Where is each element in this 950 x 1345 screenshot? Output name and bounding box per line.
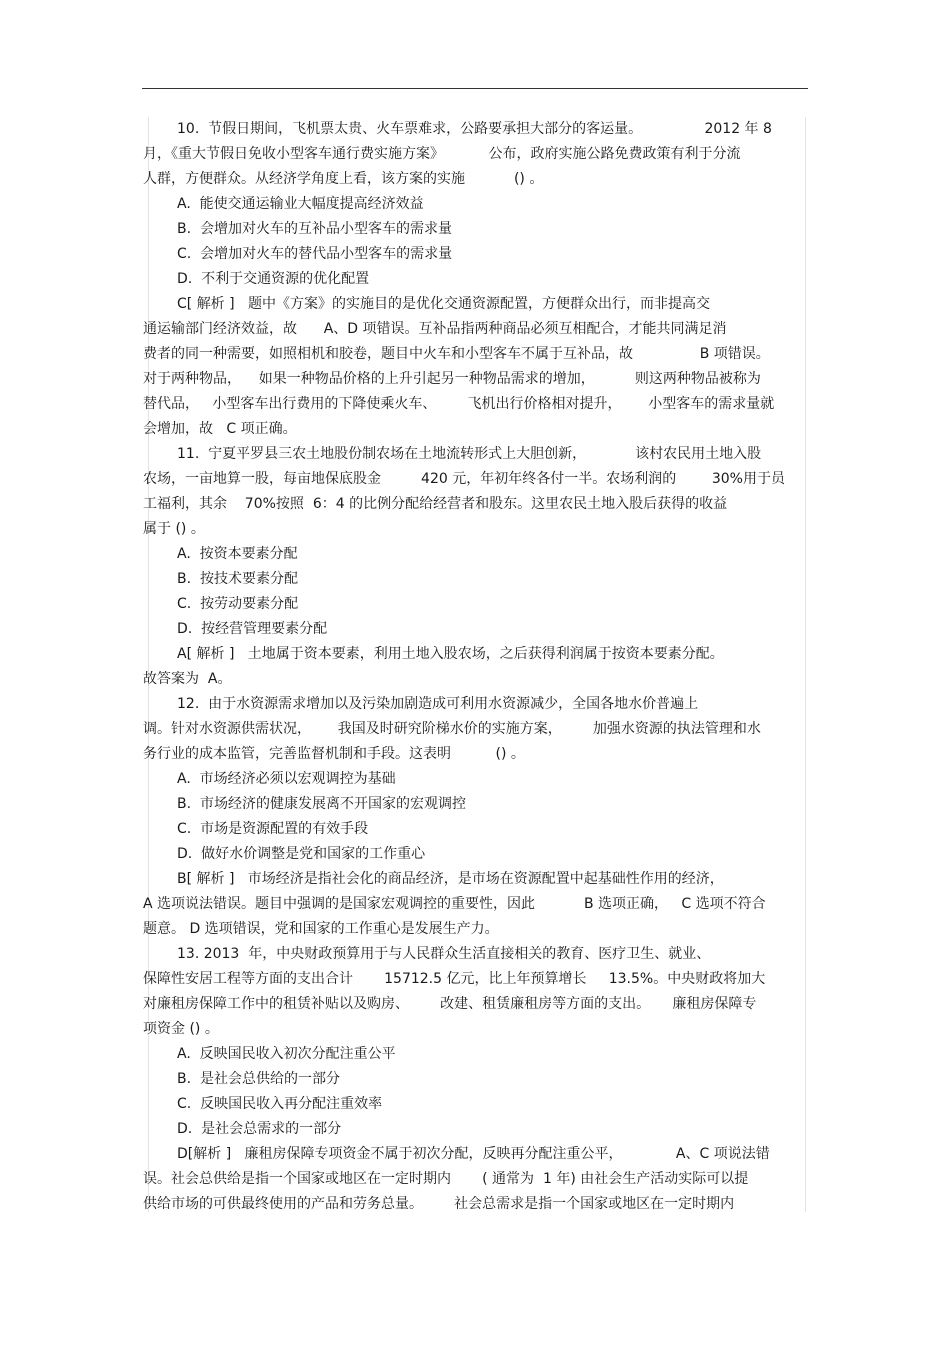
text-line: 题意。 D 选项错误，党和国家的工作重心是发展生产力。: [143, 921, 499, 937]
text-line: A[ 解析 ] 土地属于资本要素，利用土地入股农场，之后获得利润属于按资本要素分配。: [177, 646, 724, 662]
text-line: A 选项说法错误。题目中强调的是国家宏观调控的重要性，因此 B 选项正确， C 选项不符合: [143, 896, 766, 912]
text-line: B. 市场经济的健康发展离不开国家的宏观调控: [177, 796, 466, 812]
document-body: [143, 117, 805, 1217]
text-line: 12. 由于水资源需求增加以及污染加剧造成可利用水资源减少，全国各地水价普遍上: [177, 696, 699, 712]
text-line: C. 市场是资源配置的有效手段: [177, 821, 369, 837]
text-line: B. 是社会总供给的一部分: [177, 1071, 340, 1087]
text-line: D. 按经营管理要素分配: [177, 621, 328, 637]
text-line: D. 不利于交通资源的优化配置: [177, 271, 370, 287]
text-line: C. 反映国民收入再分配注重效率: [177, 1096, 383, 1112]
text-line: D. 是社会总需求的一部分: [177, 1121, 342, 1137]
text-line: B[ 解析 ] 市场经济是指社会化的商品经济，是市场在资源配置中起基础性作用的经济，: [177, 871, 724, 887]
text-line: 故答案为 A。: [143, 671, 232, 687]
text-line: A. 市场经济必须以宏观调控为基础: [177, 771, 396, 787]
text-line: 对廉租房保障工作中的租赁补贴以及购房、 改建、租赁廉租房等方面的支出。 廉租房保障专: [143, 996, 757, 1012]
text-line: A. 能使交通运输业大幅度提高经济效益: [177, 196, 424, 212]
text-line: C[ 解析 ] 题中《方案》的实施目的是优化交通资源配置，方便群众出行，而非提高交: [177, 296, 710, 312]
text-line: 保障性安居工程等方面的支出合计 15712.5 亿元，比上年预算增长 13.5%。中央财政将加大: [143, 971, 766, 987]
text-line: D[解析 ] 廉租房保障专项资金不属于初次分配，反映再分配注重公平， A、C 项说法错: [177, 1146, 770, 1162]
text-line: 务行业的成本监管，完善监督机制和手段。这表明 () 。: [143, 746, 525, 762]
text-line: 项资金 () 。: [143, 1021, 219, 1037]
text-line: 替代品， 小型客车出行费用的下降使乘火车、 飞机出行价格相对提升， 小型客车的需求量就: [143, 396, 775, 412]
text-line: A. 反映国民收入初次分配注重公平: [177, 1046, 396, 1062]
text-line: 误。社会总供给是指一个国家或地区在一定时期内 ( 通常为 1 年) 由社会生产活动实际可以提: [143, 1171, 749, 1187]
text-line: 13. 2013 年，中央财政预算用于与人民群众生活直接相关的教育、医疗卫生、就业、: [177, 946, 711, 962]
text-line: 10. 节假日期间，飞机票太贵、火车票难求，公路要承担大部分的客运量。 2012 年 8: [177, 121, 772, 137]
text-line: 工福利，其余 70%按照 6：4 的比例分配给经营者和股东。这里农民土地入股后获得的收益: [143, 496, 728, 512]
text-line: 农场，一亩地算一股，每亩地保底股金 420 元，年初年终各付一半。农场利润的 30%用于员: [143, 471, 785, 487]
text-line: 会增加，故 C 项正确。: [143, 421, 297, 437]
text-line: B. 按技术要素分配: [177, 571, 298, 587]
text-line: C. 按劳动要素分配: [177, 596, 299, 612]
text-line: 人群，方便群众。从经济学角度上看，该方案的实施 () 。: [143, 171, 544, 187]
text-line: A. 按资本要素分配: [177, 546, 298, 562]
text-line: 调。针对水资源供需状况， 我国及时研究阶梯水价的实施方案， 加强水资源的执法管理和水: [143, 721, 761, 737]
text-line: 对于两种物品， 如果一种物品价格的上升引起另一种物品需求的增加， 则这两种物品被称为: [143, 371, 761, 387]
text-line: 费者的同一种需要，如照相机和胶卷，题目中火车和小型客车不属于互补品，故 B 项错误。: [143, 346, 770, 362]
text-line: 月，《重大节假日免收小型客车通行费实施方案》 公布，政府实施公路免费政策有利于分流: [143, 146, 741, 162]
right-margin-rule: [805, 117, 806, 1212]
text-line: 属于 () 。: [143, 521, 205, 537]
text-line: 供给市场的可供最终使用的产品和劳务总量。 社会总需求是指一个国家或地区在一定时期内: [143, 1196, 735, 1212]
text-line: C. 会增加对火车的替代品小型客车的需求量: [177, 246, 453, 262]
header-rule: [142, 88, 808, 89]
text-line: D. 做好水价调整是党和国家的工作重心: [177, 846, 426, 862]
text-line: 通运输部门经济效益，故 A、D 项错误。互补品指两种商品必须互相配合，才能共同满足消: [143, 321, 727, 337]
text-line: B. 会增加对火车的互补品小型客车的需求量: [177, 221, 452, 237]
text-line: 11. 宁夏平罗县三农土地股份制农场在土地流转形式上大胆创新， 该村农民用土地入股: [177, 446, 762, 462]
